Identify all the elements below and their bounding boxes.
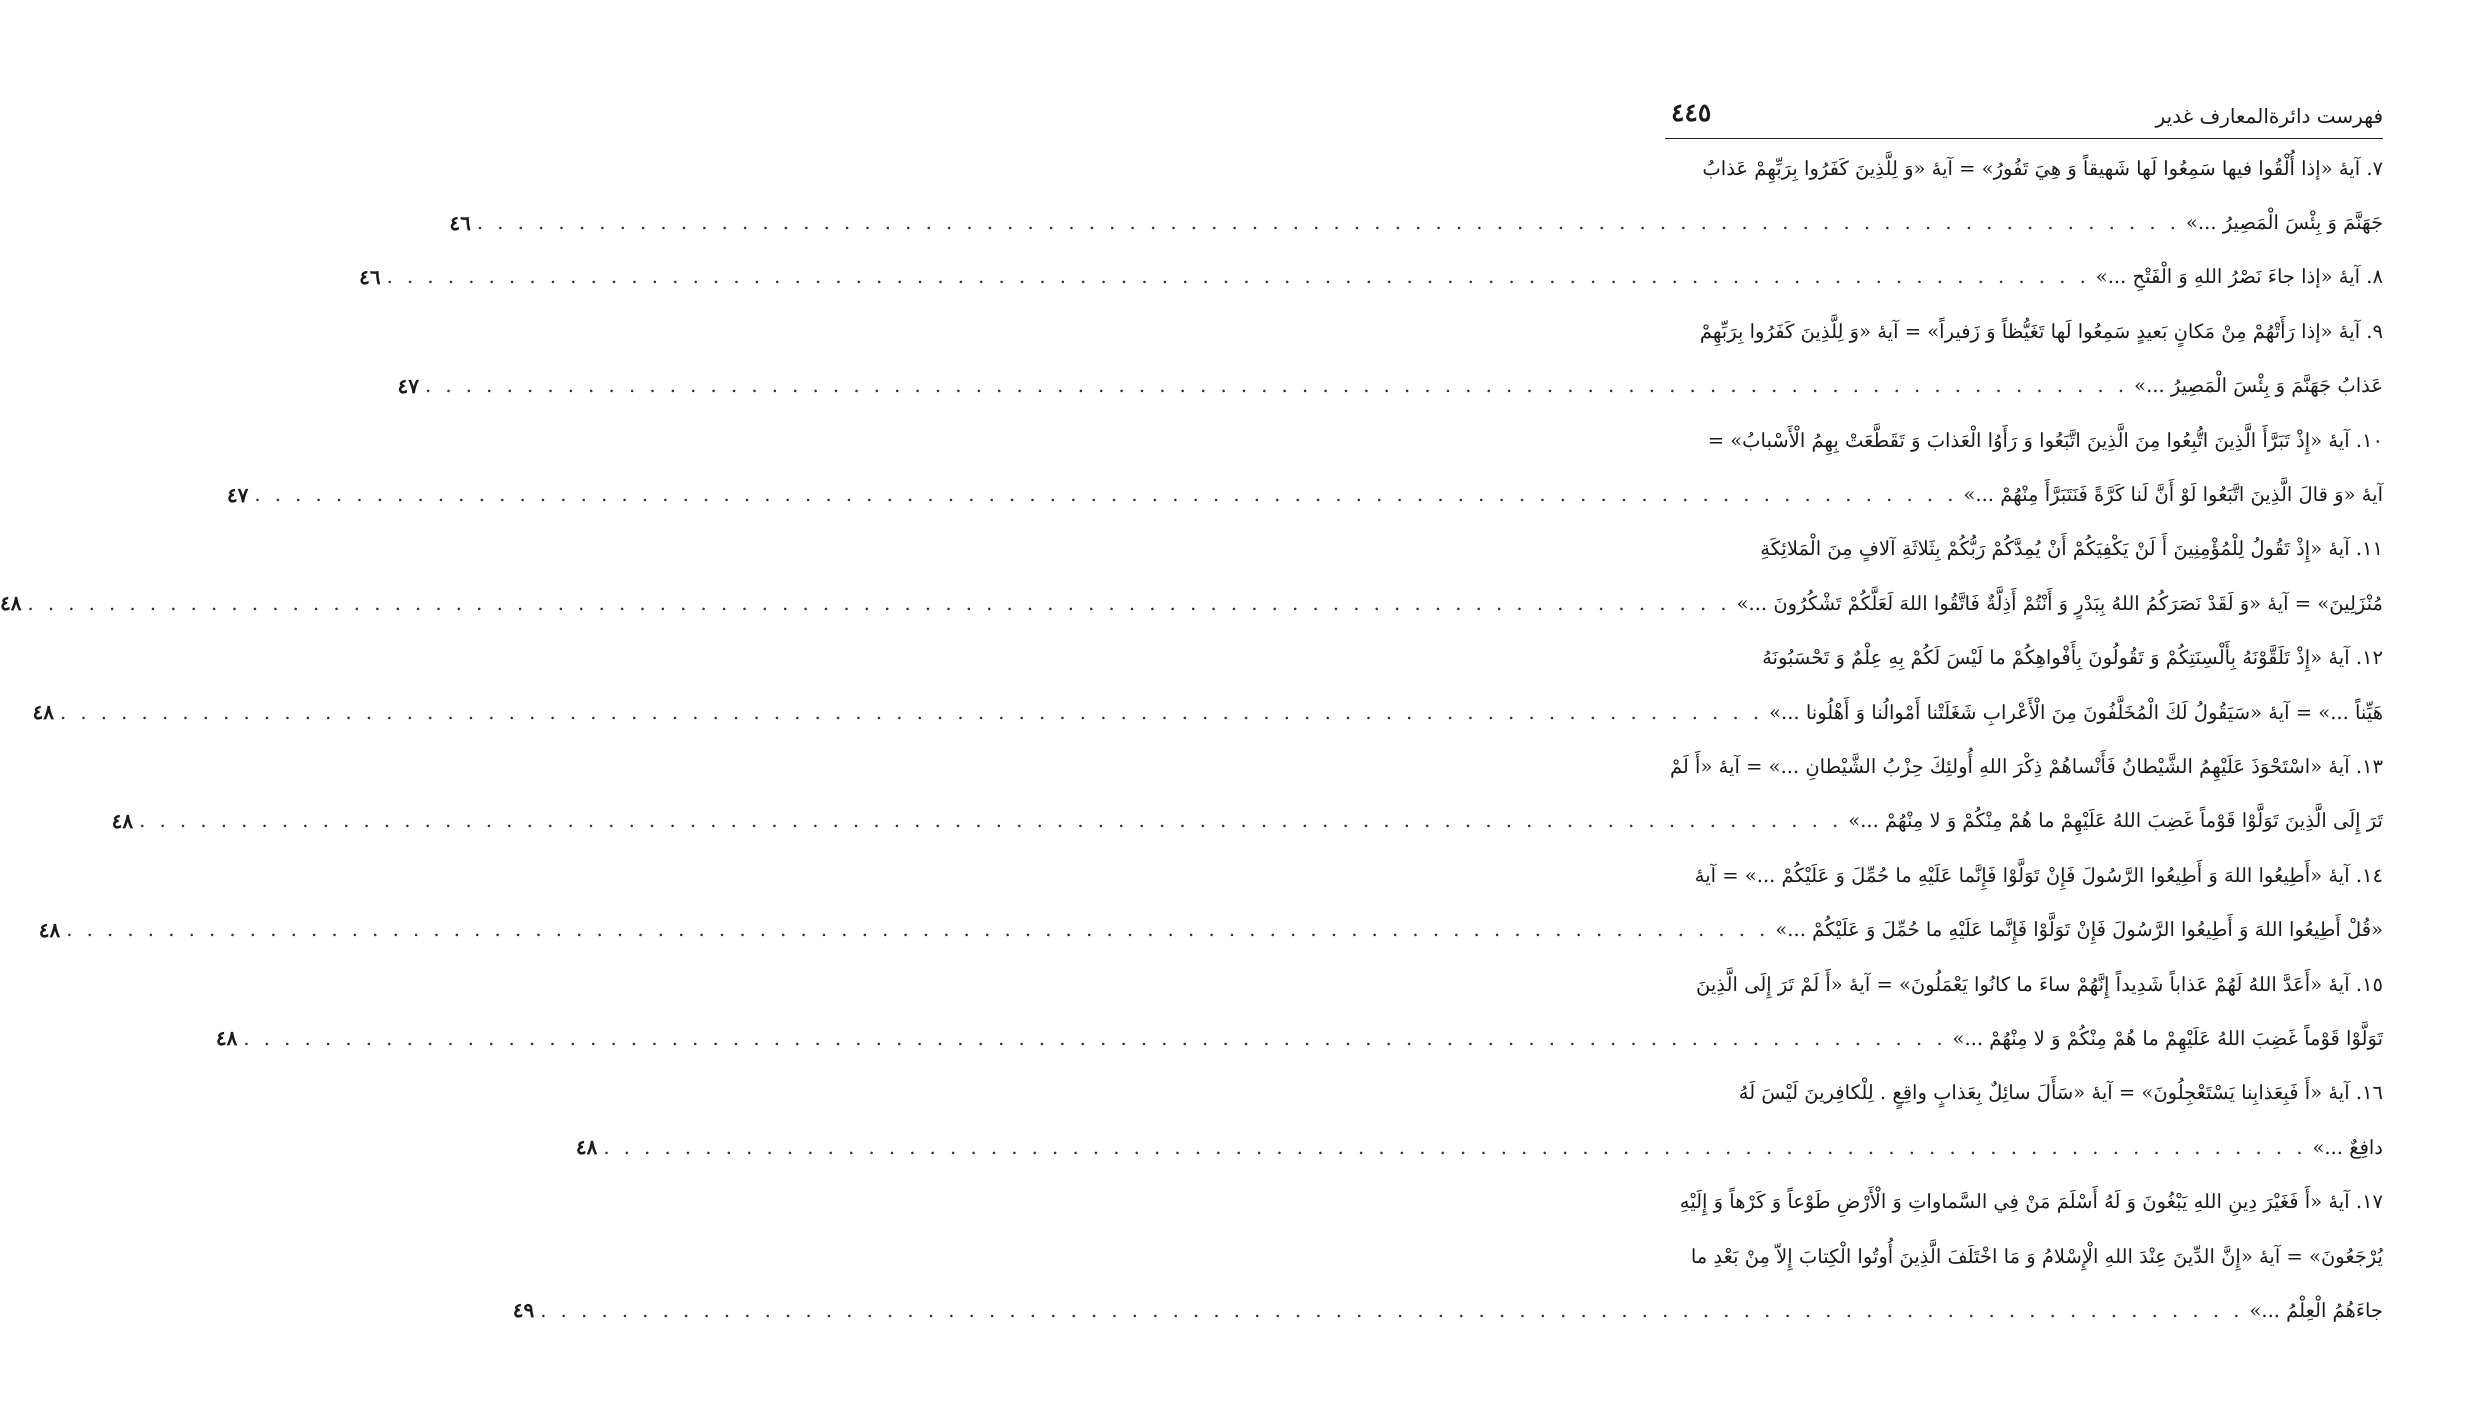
dot-leader: . . . . . . . . . . . . . . . . . . . . . . . . . . . . . . . . . . . . . . . . . . . . . . . . . . . . . . . . . . . . . . . . . . . . . . . . . . . . . . . . . . . . bbox=[603, 1135, 2307, 1159]
running-title: فهرست دائرةالمعارف غدير bbox=[2155, 104, 2383, 128]
entry-text: ١٦. آيهٔ «أَ فَبِعَذابِنا يَسْتَعْجِلُونَ» = آيهٔ «سَأَلَ سائِلٌ بِعَذابٍ واقِعٍ . لِلْكافِرينَ لَيْسَ لَهُ bbox=[1738, 1081, 2383, 1105]
dot-leader: . . . . . . . . . . . . . . . . . . . . . . . . . . . . . . . . . . . . . . . . . . . . . . . . . . . . . . . . . . . . . . . . . . . . . . . . . . . . . . . . . . . . bbox=[386, 265, 2090, 289]
dot-leader: . . . . . . . . . . . . . . . . . . . . . . . . . . . . . . . . . . . . . . . . . . . . . . . . . . . . . . . . . . . . . . . . . . . . . . . . . . . . . . . . . . . . bbox=[540, 1298, 2244, 1322]
entry-text: مُنْزَلِينَ» = آيهٔ «وَ لَقَدْ نَصَرَكُمُ اللهُ بِبَدْرٍ وَ أَنْتُمْ أَذِلَّةٌ فَاتَّقُوا اللهَ لَعَلَّكُمْ تَشْكُرُونَ ...» bbox=[1736, 591, 2383, 615]
entry-text: ١١. آيهٔ «إِذْ تَقُولُ لِلْمُؤْمِنِينَ أَ لَنْ يَكْفِيَكُمْ أَنْ يُمِدَّكُمْ رَبُّكُمْ بِثَلاثَةِ آلافٍ مِنَ الْمَلائِكَةِ bbox=[1760, 537, 2383, 561]
index-entry-14-line-2 bbox=[38, 902, 2383, 956]
index-entry-13-line-1 bbox=[1665, 739, 2383, 793]
entry-page-number: ٤٨ bbox=[38, 917, 61, 942]
dot-leader: . . . . . . . . . . . . . . . . . . . . . . . . . . . . . . . . . . . . . . . . . . . . . . . . . . . . . . . . . . . . . . . . . . . . . . . . . . . . . . . . . . . . bbox=[243, 1026, 1947, 1050]
index-entry-9-line-1 bbox=[1665, 304, 2383, 358]
entry-text: ١٥. آيهٔ «أَعَدَّ اللهُ لَهُمْ عَذاباً شَدِيداً إِنَّهُمْ ساءَ ما كانُوا يَعْمَلُونَ» = آيهٔ «أَ لَمْ تَرَ إِلَى الَّذِينَ bbox=[1696, 972, 2383, 996]
entry-page-number: ٤٨ bbox=[32, 700, 54, 725]
entry-page-number: ٤٩ bbox=[512, 1298, 535, 1323]
entry-text: دافِعٌ ...» bbox=[2312, 1135, 2383, 1159]
index-entry-13-line-2 bbox=[111, 794, 2383, 848]
index-entry-15-line-2 bbox=[215, 1011, 2383, 1065]
entry-page-number: ٤٨ bbox=[111, 808, 134, 833]
index-entries bbox=[0, 141, 2383, 1338]
entry-page-number: ٤٧ bbox=[226, 482, 249, 507]
entry-text: جاءَهُمُ الْعِلْمُ ...» bbox=[2249, 1298, 2383, 1322]
entry-page-number: ٤٨ bbox=[215, 1026, 238, 1051]
entry-text: ٧. آيهٔ «إذا أُلْقُوا فيها سَمِعُوا لَها شَهيقاً وَ هِيَ تَفُورُ» = آيهٔ «وَ لِلَّذِينَ كَفَرُوا بِرَبِّهِمْ عَذابُ bbox=[1702, 156, 2383, 180]
index-entry-14-line-1 bbox=[1665, 848, 2383, 902]
entry-text: ١٤. آيهٔ «أَطِيعُوا اللهَ وَ أَطِيعُوا الرَّسُولَ فَإِنْ تَوَلَّوْا فَإِنَّما عَلَيْهِ ما حُمِّلَ وَ عَلَيْكُمْ ...» = آيهٔ bbox=[1694, 863, 2383, 887]
entry-text: يُرْجَعُونَ» = آيهٔ «إِنَّ الدِّينَ عِنْدَ اللهِ الْإِسْلامُ وَ مَا اخْتَلَفَ الَّذِينَ أُوتُوا الْكِتابَ إِلاّ مِنْ بَعْدِ ما bbox=[1690, 1244, 2383, 1268]
entry-text: ١٧. آيهٔ «أَ فَغَيْرَ دِينِ اللهِ يَبْغُونَ وَ لَهُ أَسْلَمَ مَنْ فِي السَّماواتِ وَ الْأَرْضِ طَوْعاً وَ كَرْهاً وَ إِلَيْهِ bbox=[1679, 1190, 2383, 1214]
index-entry-7-line-2 bbox=[449, 195, 2383, 249]
entry-text: ١٣. آيهٔ «اسْتَحْوَذَ عَلَيْهِمُ الشَّيْطانُ فَأَنْساهُمْ ذِكْرَ اللهِ أُولئِكَ حِزْبُ الشَّيْطانِ ...» = آيهٔ «أَ لَمْ bbox=[1669, 754, 2383, 778]
entry-text: جَهَنَّمَ وَ بِئْسَ الْمَصِيرُ ...» bbox=[2186, 211, 2383, 235]
index-entry-8-line-1 bbox=[359, 250, 2383, 304]
index-entry-9-line-2 bbox=[397, 359, 2383, 413]
dot-leader: . . . . . . . . . . . . . . . . . . . . . . . . . . . . . . . . . . . . . . . . . . . . . . . . . . . . . . . . . . . . . . . . . . . . . . . . . . . . . . . . . . . . bbox=[66, 918, 1770, 942]
document-page bbox=[0, 96, 2383, 1338]
entry-page-number: ٤٦ bbox=[449, 210, 471, 235]
index-entry-17-line-3 bbox=[512, 1283, 2383, 1337]
entry-text: عَذابُ جَهَنَّمَ وَ بِئْسَ الْمَصِيرُ ...» bbox=[2134, 374, 2383, 398]
index-entry-16-line-1 bbox=[1665, 1066, 2383, 1120]
index-entry-7-line-1 bbox=[1665, 141, 2383, 195]
index-entry-10-line-2 bbox=[226, 467, 2383, 521]
index-entry-12-line-1 bbox=[1665, 631, 2383, 685]
entry-page-number: ٤٧ bbox=[397, 373, 419, 398]
index-entry-16-line-2 bbox=[575, 1120, 2383, 1174]
entry-text: تَرَ إِلَى الَّذِينَ تَوَلَّوْا قَوْماً غَضِبَ اللهُ عَلَيْهِمْ ما هُمْ مِنْكُمْ وَ لا مِنْهُمْ ...» bbox=[1848, 809, 2383, 833]
entry-page-number: ٤٨ bbox=[0, 591, 22, 616]
page-header bbox=[1665, 96, 2383, 139]
entry-text: ١٢. آيهٔ «إِذْ تَلَقَّوْنَهُ بِأَلْسِنَتِكُمْ وَ تَقُولُونَ بِأَفْواهِكُمْ ما لَيْسَ لَكُمْ بِهِ عِلْمٌ وَ تَحْسَبُونَهُ bbox=[1762, 646, 2383, 670]
index-entry-10-line-1 bbox=[1665, 413, 2383, 467]
dot-leader: . . . . . . . . . . . . . . . . . . . . . . . . . . . . . . . . . . . . . . . . . . . . . . . . . . . . . . . . . . . . . . . . . . . . . . . . . . . . . . . . . . . . bbox=[476, 211, 2180, 235]
index-entry-12-line-2 bbox=[32, 685, 2383, 739]
entry-text: «قُلْ أَطِيعُوا اللهَ وَ أَطِيعُوا الرَّسُولَ فَإِنْ تَوَلَّوْا فَإِنَّما عَلَيْهِ ما حُمِّلَ وَ عَلَيْكُمْ ...» bbox=[1775, 918, 2383, 942]
dot-leader: . . . . . . . . . . . . . . . . . . . . . . . . . . . . . . . . . . . . . . . . . . . . . . . . . . . . . . . . . . . . . . . . . . . . . . . . . . . . . . . . . . . . bbox=[27, 591, 1731, 615]
entry-text: هَيِّناً ...» = آيهٔ «سَيَقُولُ لَكَ الْمُخَلَّفُونَ مِنَ الْأَعْرابِ شَغَلَتْنا أَمْوالُنا وَ أَهْلُونا ...» bbox=[1769, 700, 2383, 724]
index-entry-17-line-2 bbox=[1665, 1229, 2383, 1283]
index-entry-11-line-1 bbox=[1665, 522, 2383, 576]
entry-text: ٩. آيهٔ «إذا رَأَتْهُمْ مِنْ مَكانٍ بَعيدٍ سَمِعُوا لَها تَغَيُّظاً وَ زَفيراً» = آيهٔ «وَ لِلَّذِينَ كَفَرُوا بِرَبِّهِمْ bbox=[1699, 319, 2383, 343]
dot-leader: . . . . . . . . . . . . . . . . . . . . . . . . . . . . . . . . . . . . . . . . . . . . . . . . . . . . . . . . . . . . . . . . . . . . . . . . . . . . . . . . . . . . bbox=[139, 809, 1843, 833]
entry-text: آيهٔ «وَ قالَ الَّذِينَ اتَّبَعُوا لَوْ أَنَّ لَنا كَرَّةً فَنَتَبَرَّأَ مِنْهُمْ ...» bbox=[1963, 483, 2383, 507]
dot-leader: . . . . . . . . . . . . . . . . . . . . . . . . . . . . . . . . . . . . . . . . . . . . . . . . . . . . . . . . . . . . . . . . . . . . . . . . . . . . . . . . . . . . bbox=[254, 483, 1958, 507]
index-entry-15-line-1 bbox=[1665, 957, 2383, 1011]
entry-text: ٨. آيهٔ «إذا جاءَ نَصْرُ اللهِ وَ الْفَتْحِ ...» bbox=[2095, 265, 2383, 289]
page-number: ٤٤٥ bbox=[1671, 98, 1712, 127]
index-entry-11-line-2 bbox=[0, 576, 2383, 630]
entry-page-number: ٤٦ bbox=[359, 264, 381, 289]
dot-leader: . . . . . . . . . . . . . . . . . . . . . . . . . . . . . . . . . . . . . . . . . . . . . . . . . . . . . . . . . . . . . . . . . . . . . . . . . . . . . . . . . . . . bbox=[424, 374, 2129, 398]
dot-leader: . . . . . . . . . . . . . . . . . . . . . . . . . . . . . . . . . . . . . . . . . . . . . . . . . . . . . . . . . . . . . . . . . . . . . . . . . . . . . . . . . . . . bbox=[59, 700, 1764, 724]
entry-text: ١٠. آيهٔ «إِذْ تَبَرَّأَ الَّذِينَ اتُّبِعُوا مِنَ الَّذِينَ اتَّبَعُوا وَ رَأَوُا الْعَذابَ وَ تَقَطَّعَتْ بِهِمُ الْأَسْبابُ» = bbox=[1707, 428, 2383, 452]
entry-page-number: ٤٨ bbox=[575, 1135, 598, 1160]
index-entry-17-line-1 bbox=[1665, 1174, 2383, 1228]
entry-text: تَوَلَّوْا قَوْماً غَضِبَ اللهُ عَلَيْهِمْ ما هُمْ مِنْكُمْ وَ لا مِنْهُمْ ...» bbox=[1952, 1026, 2383, 1050]
